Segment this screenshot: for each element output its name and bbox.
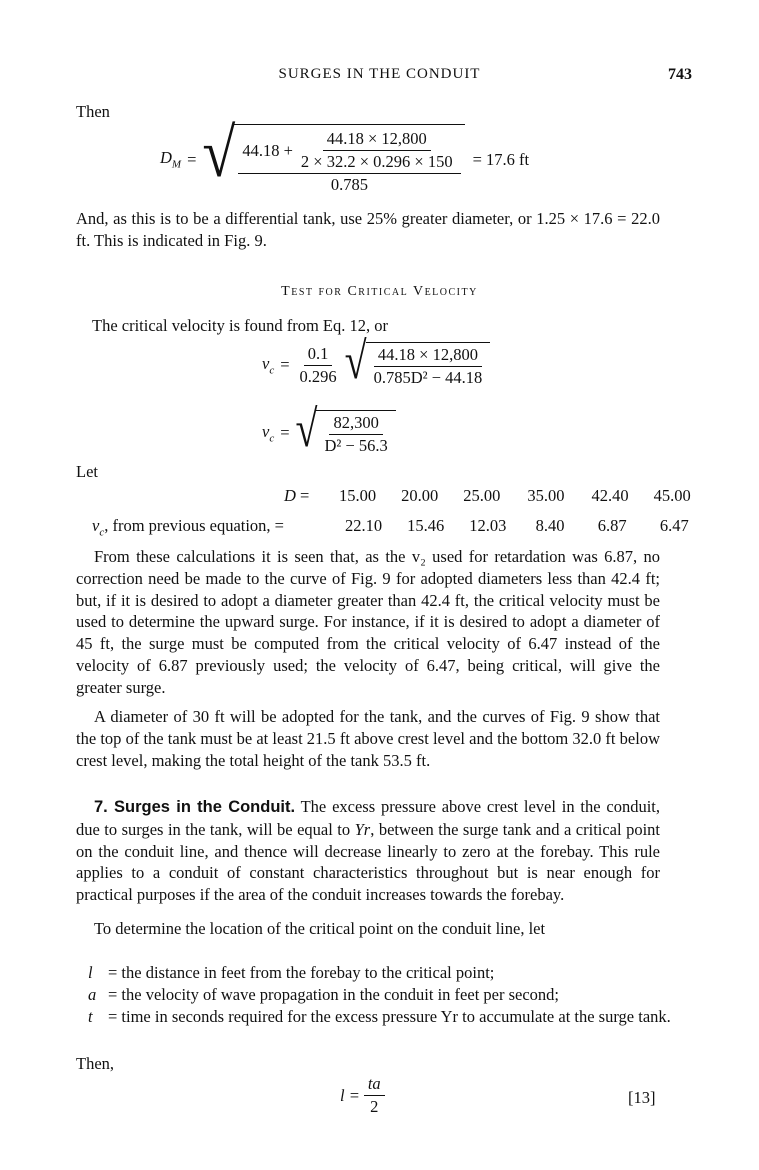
equation-13: l = $\frac{ta}{2}$ [340,1074,385,1117]
equation-vc-1: $v_c$ = $\frac{0.1}{0.296}$ √ $\frac{44.18 \times 12,800}{\text{0.785D² − 44.18}}$ [262,342,490,388]
paragraph-section-7: 7. Surges in the Conduit. The excess pressure above crest level in the conduit, due to surges in the tank, will be equal to Yr, between the surge tank and a critical point on the conduit line, and thence will decrease linearly to zero at the forebay. This rule applies to a conduit of constant characteristics throughout but is near enough for practical purposes if the area of the conduit increases towards the forebay. [76,797,660,905]
vc-value: 22.10 [345,516,383,535]
dm-inner-numerator: 44.18 × 12,800 [323,129,431,151]
definition-l: l = the distance in feet from the forebay to the critical point; [88,963,495,982]
dm-inner-denominator: 2 × 32.2 × 0.296 × 150 [300,152,453,171]
dm-radical: √ 44.18 + $\frac{44.18 \times 12,800}{2 \times 32.2 \times 0.296 \times 150}$ 0.785 [202,124,464,195]
dm-inner-fraction [297,129,457,172]
definition-a: a = the velocity of wave propagation in the conduit in feet per second; [88,985,559,1004]
d-value: 45.00 [653,486,691,505]
page-number: 743 [668,66,692,83]
paragraph-calculations: From these calculations it is seen that, as the v₂ used for retardation was 6.87, no correction need be made to the curve of Fig. 9 for adopted diameters less than 42.4 ft; but, if it is desired to adopt a diameter greater than 42.4 ft, the critical velocity must be used to determine the upward surge. For instance, if it is desired to adopt a diameter of 45 ft, the surge must be computed from the critical velocity of 6.47 instead of the velocity of 6.87 previously used; the velocity of 6.47, being critical, will give the greater surge. [76,547,660,697]
vc-row-label: $v_c$, from previous equation, = [92,516,284,539]
then-label-2: Then, [76,1054,115,1073]
section-heading-critical-velocity: Test for Critical Velocity [281,284,478,299]
d-value: 15.00 [339,486,377,505]
let-label: Let [76,462,98,481]
vc-value: 6.87 [597,516,627,535]
dm-result: = 17.6 ft [472,149,530,169]
equation-dm: $D_M$ = √ 44.18 + $\frac{44.18 \times 12,800}{2 \times 32.2 \times 0.296 \times 150}$ 0.785 = 17.6 ft [160,115,530,194]
dm-outer-denominator: 0.785 [330,175,369,194]
vc1-radical: √ $\frac{44.18 \times 12,800}{\text{0.785D² − 44.18}}$ [345,342,491,388]
paragraph-critical-velocity: The critical velocity is found from Eq. 12, or [92,316,389,335]
equation-number: [13] [628,1088,656,1107]
section-7-heading: 7. Surges in the Conduit. [94,798,296,816]
paragraph-differential-tank: And, as this is to be a differential tank, use 25% greater diameter, or 1.25 × 17.6 = 22.0 ft. This is indicated in Fig. 9. [76,209,660,250]
dm-outer-fraction [238,129,460,195]
equation-vc-2: $v_c$ = √ $\frac{82,300}{\text{D² − 56.3}}$ [262,410,396,456]
dm-inner-term: 44.18 + [242,140,293,160]
vc-value: 12.03 [469,516,507,535]
d-value: 42.40 [591,486,629,505]
d-value: 35.00 [527,486,565,505]
then-label: Then [76,102,110,121]
vc-value: 6.47 [659,516,689,535]
vc-value: 8.40 [535,516,565,535]
running-head: SURGES IN THE CONDUIT [278,66,481,82]
paragraph-determine-location: To determine the location of the critical point on the conduit line, let [94,919,546,938]
paragraph-adopted-diameter: A diameter of 30 ft will be adopted for the tank, and the curves of Fig. 9 show that the top of the tank must be at least 21.5 ft above crest level and the bottom 32.0 ft below crest level, making the total height of the tank 53.5 ft. [76,707,660,770]
diameter-values-row: D = 15.00 20.00 25.00 35.00 42.40 45.00 [284,486,691,505]
d-value: 20.00 [401,486,439,505]
definition-t: t = time in seconds required for the excess pressure Yr to accumulate at the surge tank. [88,1007,671,1026]
vc-value: 15.46 [407,516,445,535]
vc2-radical: √ $\frac{82,300}{\text{D² − 56.3}}$ [296,410,396,456]
dm-lhs: $D_M$ [160,148,182,171]
velocity-values-row [92,516,689,538]
vc1-coefficient: $\frac{0.1}{0.296}$ [299,343,337,386]
d-value: 25.00 [463,486,501,505]
